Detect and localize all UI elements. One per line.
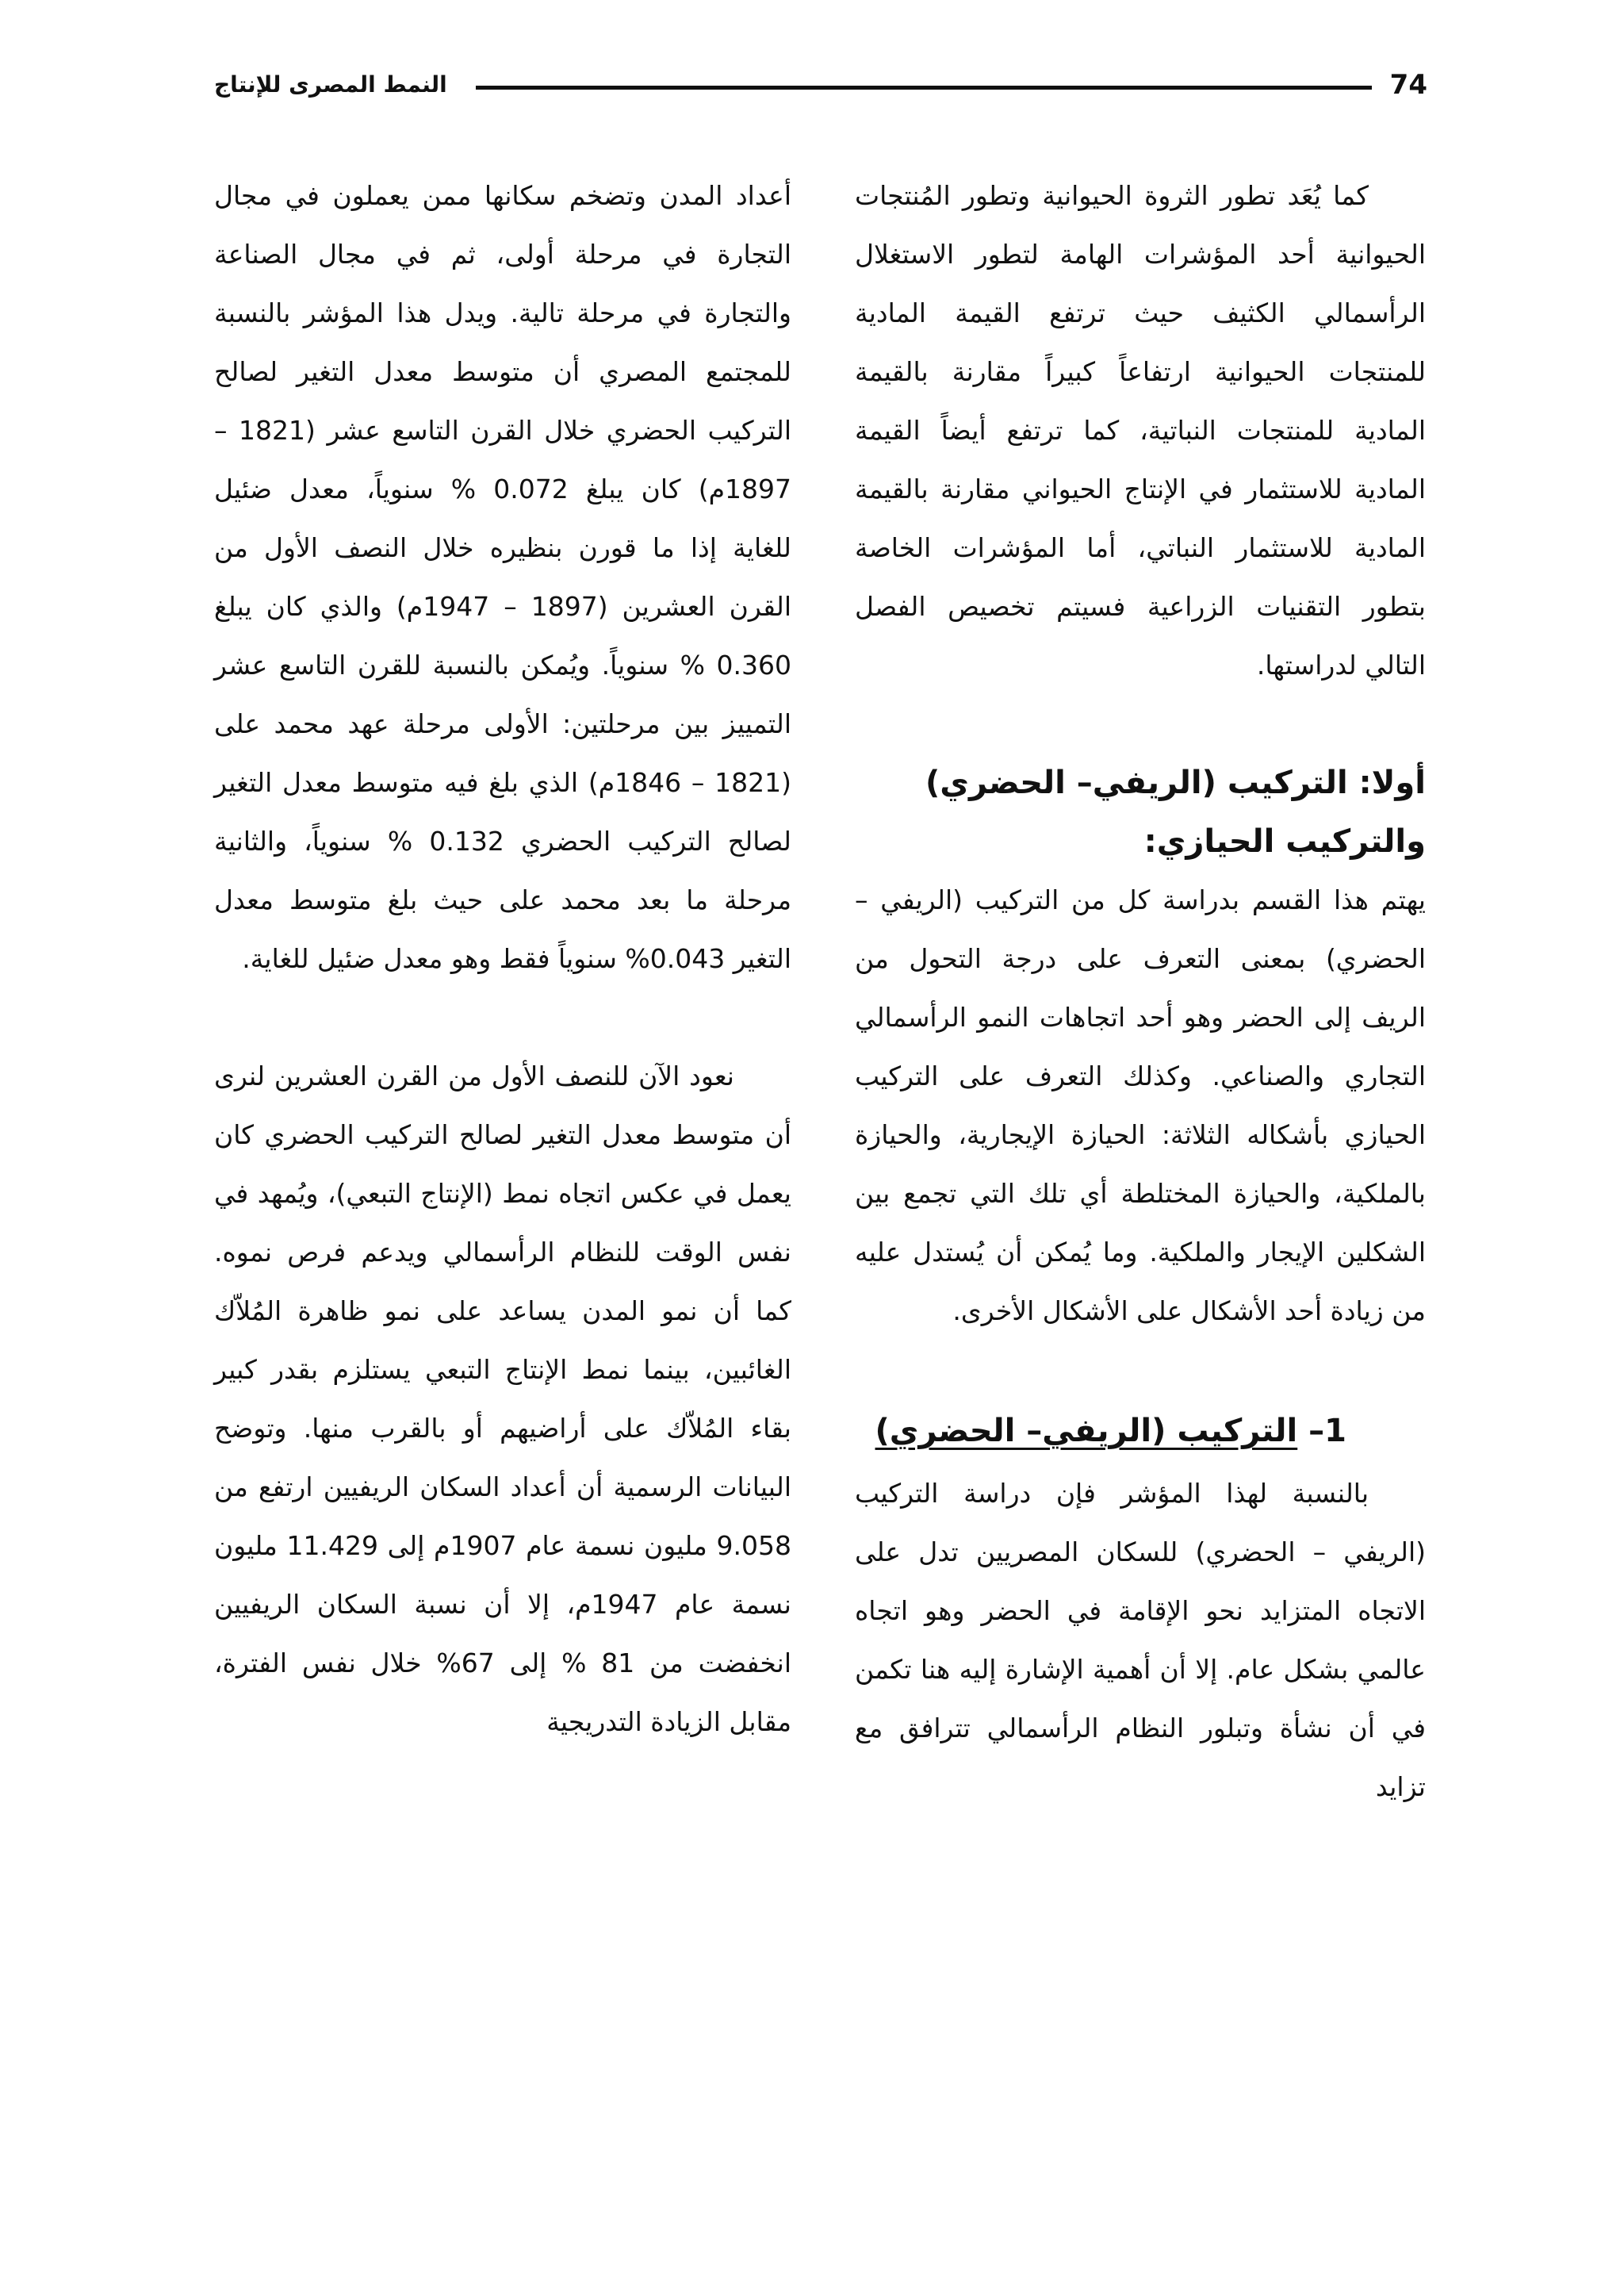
header-rule (476, 86, 1372, 90)
subsection-number: 1– (1308, 1413, 1346, 1449)
right-column (855, 167, 1426, 1816)
subsection-heading (855, 1398, 1426, 1464)
paragraph: كما يُعَد تطور الثروة الحيوانية وتطور المُنتجات الحيوانية أحد المؤشرات الهامة لتطور الاستغلال الرأسمالي الكثيف حيث ترتفع القيمة المادية للمنتجات الحيوانية ارتفاعاً كبيراً مقارنة بالقيمة المادية للمنتجات النباتية، كما ترتفع أيضاً القيمة المادية للاستثمار في الإنتاج الحيواني مقارنة بالقيمة المادية للاستثمار النباتي، أما المؤشرات الخاصة بتطور التقنيات الزراعية فسيتم تخصيص الفصل التالي لدراستها. (855, 180, 1426, 681)
page-number: 74 (1389, 69, 1427, 101)
subsection-title: التركيب (الريفي– الحضري) (875, 1413, 1298, 1449)
section-heading: أولا: التركيب (الريفي– الحضري) والتركيب الحيازي: (925, 765, 1426, 860)
page-header (214, 65, 1427, 105)
paragraph: يهتم هذا القسم بدراسة كل من التركيب (الريفي – الحضري) بمعنى التعرف على درجة التحول من الريف إلى الحضر وهو أحد اتجاهات النمو الرأسمالي التجاري والصناعي. وكذلك التعرف على التركيب الحيازي بأشكاله الثلاثة: الحيازة الإيجارية، والحيازة بالملكية، والحيازة المختلطة أي تلك التي تجمع بين الشكلين الإيجار والملكية. وما يُمكن أن يُستدل عليه من زيادة أحد الأشكال على الأشكال الأخرى. (855, 884, 1426, 1326)
paragraph: نعود الآن للنصف الأول من القرن العشرين لنرى أن متوسط معدل التغير لصالح التركيب الحضري كان يعمل في عكس اتجاه نمط (الإنتاج التبعي)، ويُمهد في نفس الوقت للنظام الرأسمالي ويدعم فرص نموه. كما أن نمو المدن يساعد على نمو ظاهرة المُلاّك الغائبين، بينما نمط الإنتاج التبعي يستلزم بقدر كبير بقاء المُلاّك على أراضيهم أو بالقرب منها. وتوضح البيانات الرسمية أن أعداد السكان الريفيين ارتفع من 9.058 مليون نسمة عام 1907م إلى 11.429 مليون نسمة عام 1947م، إلا أن نسبة السكان الريفيين انخفضت من 81 % إلى 67% خلال نفس الفترة، مقابل الزيادة التدريجية (214, 1061, 791, 1737)
paragraph: بالنسبة لهذا المؤشر فإن دراسة التركيب (الريفي – الحضري) للسكان المصريين تدل على الاتجاه المتزايد نحو الإقامة في الحضر وهو اتجاه عالمي بشكل عام. إلا أن أهمية الإشارة إليه هنا تكمن في أن نشأة وتبلور النظام الرأسمالي تترافق مع تزايد (855, 1478, 1426, 1802)
paragraph: أعداد المدن وتضخم سكانها ممن يعملون في مجال التجارة في مرحلة أولى، ثم في مجال الصناعة والتجارة في مرحلة تالية. ويدل هذا المؤشر بالنسبة للمجتمع المصري أن متوسط معدل التغير لصالح التركيب الحضري خلال القرن التاسع عشر (1821 – 1897م) كان يبلغ 0.072 % سنوياً، معدل ضئيل للغاية إذا ما قورن بنظيره خلال النصف الأول من القرن العشرين (1897 – 1947م) والذي كان يبلغ 0.360 % سنوياً. ويُمكن بالنسبة للقرن التاسع عشر التمييز بين مرحلتين: الأولى مرحلة عهد محمد على (1821 – 1846م) الذي بلغ فيه متوسط معدل التغير لصالح التركيب الحضري 0.132 % سنوياً، والثانية مرحلة ما بعد محمد على حيث بلغ متوسط معدل التغير 0.043% سنوياً فقط وهو معدل ضئيل للغاية. (214, 180, 792, 974)
left-column (214, 167, 791, 1751)
running-title: النمط المصرى للإنتاج (214, 71, 447, 98)
